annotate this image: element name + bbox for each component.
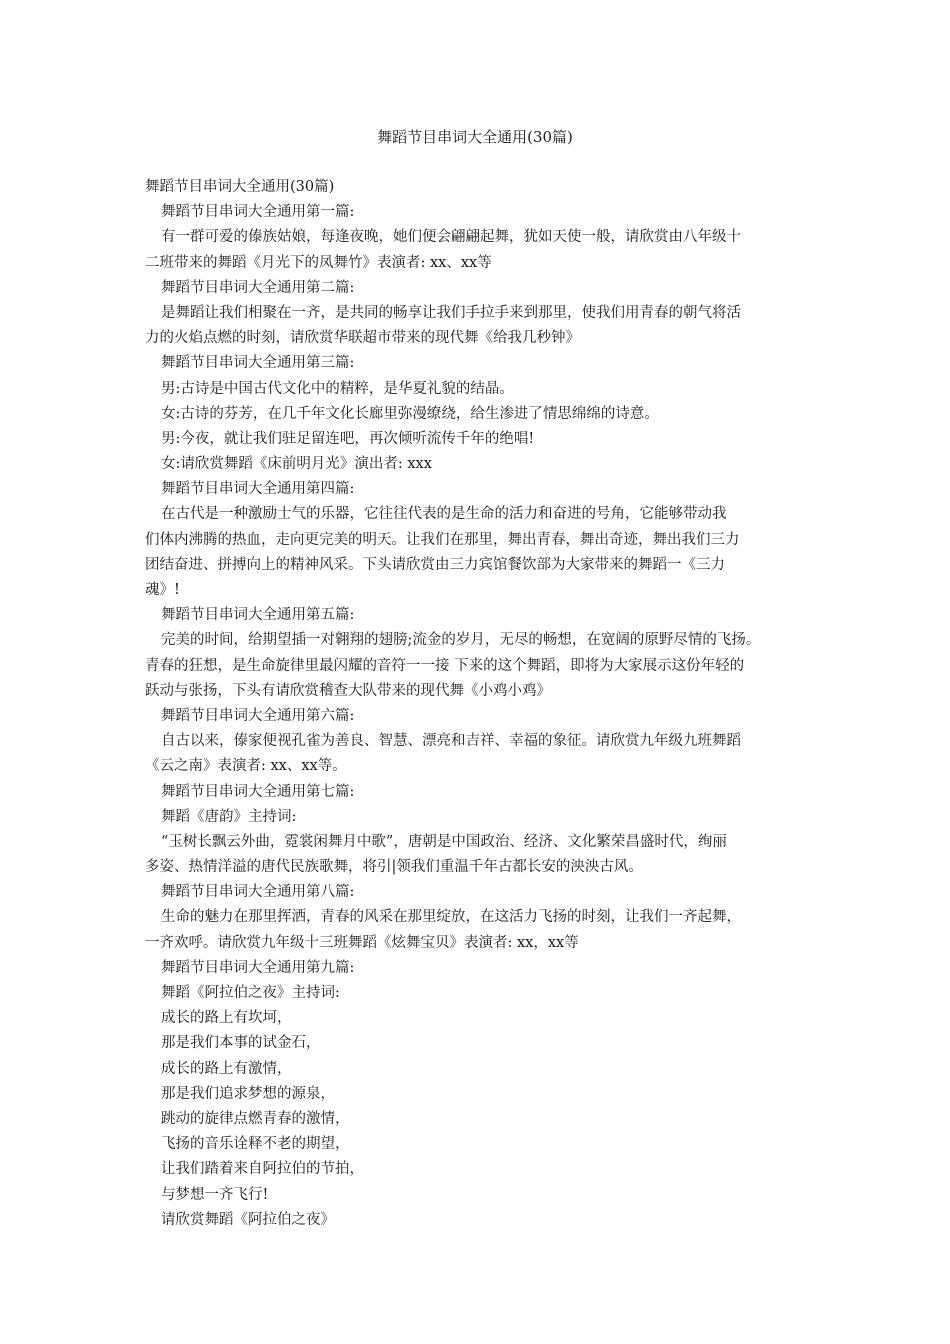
text-line: 让我们踏着来自阿拉伯的节拍， (161, 1161, 364, 1178)
text-line: 舞蹈节目串词大全通用第四篇: (161, 481, 355, 498)
text-line: 舞蹈节目串词大全通用第九篇: (161, 959, 355, 976)
text-line: 有一群可爱的傣族姑娘，每逢夜晚，她们便会翩翩起舞，犹如天使一般，请欣赏由八年级十 (161, 229, 741, 246)
text-line: 与梦想一齐飞行! (161, 1186, 269, 1203)
text-line: 舞蹈节目串词大全通用第三篇: (161, 355, 355, 372)
text-line: 一齐欢呼。请欣赏九年级十三班舞蹈《炫舞宝贝》表演者: xx，xx等 (145, 934, 579, 951)
text-line: 那是我们本事的试金石， (161, 1035, 321, 1052)
text-line: 男:今夜，就让我们驻足留连吧，再次倾听流传千年的绝唱! (161, 430, 535, 447)
text-line: 舞蹈节目串词大全通用第六篇: (161, 707, 355, 724)
text-line: 成长的路上有坎坷， (161, 1010, 292, 1027)
text-line: 请欣赏舞蹈《阿拉伯之夜》 (161, 1211, 335, 1228)
text-line: 完美的时间，给期望插一对翱翔的翅膀;流金的岁月，无尽的畅想，在宽阔的原野尽情的飞扬。 (161, 632, 761, 649)
text-line: 舞蹈节目串词大全通用(30篇) (145, 179, 335, 195)
text-line: “玉树长飘云外曲，霓裳闲舞月中歌”，唐朝是中国政治、经济、文化繁荣昌盛时代，绚丽 (161, 833, 727, 850)
text-line: 舞蹈《唐韵》主持词: (161, 808, 297, 825)
text-line: 舞蹈节目串词大全通用第七篇: (161, 783, 355, 800)
text-line: 那是我们追求梦想的源泉， (161, 1085, 335, 1102)
text-line: 团结奋进、拼搏向上的精神风采。下头请欣赏由三力宾馆餐饮部为大家带来的舞蹈一《三力 (145, 556, 725, 573)
text-line: 舞蹈节目串词大全通用第一篇: (161, 204, 355, 221)
text-line: 成长的路上有激情， (161, 1060, 292, 1077)
text-line: 舞蹈节目串词大全通用第五篇: (161, 607, 355, 624)
text-line: 是舞蹈让我们相聚在一齐，是共同的畅享让我们手拉手来到那里，使我们用青春的朝气将活 (161, 304, 741, 321)
text-line: 二班带来的舞蹈《月光下的凤舞竹》表演者: xx、xx等 (145, 254, 492, 271)
text-line: 女:请欣赏舞蹈《床前明月光》演出者: xxx (161, 456, 432, 473)
text-line: 女:古诗的芬芳，在几千年文化长廊里弥漫缭绕，给生渗进了情思绵绵的诗意。 (161, 405, 659, 422)
text-line: 飞扬的音乐诠释不老的期望， (161, 1136, 350, 1153)
text-line: 们体内沸腾的热血，走向更完美的明天。让我们在那里，舞出青春，舞出奇迹，舞出我们三力 (145, 531, 740, 548)
text-line: 舞蹈节目串词大全通用第二篇: (161, 279, 355, 296)
text-line: 舞蹈节目串词大全通用第八篇: (161, 884, 355, 901)
text-line: 在古代是一种激励士气的乐器，它往往代表的是生命的活力和奋进的号角，它能够带动我 (161, 506, 727, 523)
text-line: 青春的狂想，是生命旋律里最闪耀的音符一一接 下来的这个舞蹈，即将为大家展示这份年轻的 (145, 657, 745, 674)
document-title: 舞蹈节目串词大全通用(30篇) (377, 128, 573, 146)
text-line: 多姿、热情洋溢的唐代民族歌舞，将引|领我们重温千年古都长安的泱泱古风。 (145, 859, 643, 876)
text-line: 跳动的旋律点燃青春的激情， (161, 1110, 350, 1127)
text-line: 《云之南》表演者: xx、xx等。 (145, 758, 347, 775)
document-body (145, 175, 810, 1233)
text-line: 魂》! (145, 582, 180, 598)
text-line: 自古以来，傣家便视孔雀为善良、智慧、漂亮和吉祥、幸福的象征。请欣赏九年级九班舞蹈 (161, 733, 741, 750)
text-line: 力的火焰点燃的时刻，请欣赏华联超市带来的现代舞《给我几秒钟》 (145, 330, 580, 347)
text-line: 舞蹈《阿拉伯之夜》主持词: (161, 985, 340, 1001)
text-line: 跃动与张扬，下头有请欣赏稽查大队带来的现代舞《小鸡小鸡》 (145, 682, 551, 699)
text-line: 生命的魅力在那里挥洒，青春的风采在那里绽放，在这活力飞扬的时刻，让我们一齐起舞， (161, 909, 741, 926)
text-line: 男:古诗是中国古代文化中的精粹，是华夏礼貌的结晶。 (161, 380, 514, 397)
